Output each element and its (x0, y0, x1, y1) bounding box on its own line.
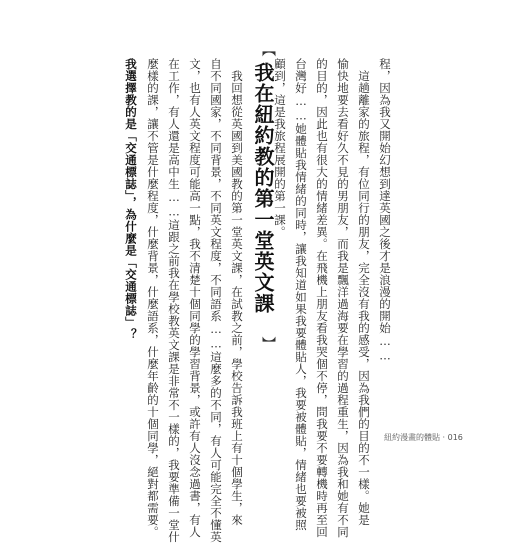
text-column-7: 我回想從英國到美國教的第一堂英文課，在試教之前，學校告訴我班上有十個學生，來 (230, 58, 244, 526)
text-column-1: 程，因為我又開始幻想到達英國之後才是浪漫的開始…… (378, 58, 392, 363)
text-column-2: 這趟離家的旅程，有位同行的朋友，完全沒有我的感受，因為我們的目的不一樣。她是 (357, 58, 371, 526)
text-column-6: 顧到，這是我旅程展開的第一課。 (273, 58, 287, 238)
text-column-10: 在工作，有人還是高中生……這跟之前我在學校教英文課是非常不一樣的，我要準備一堂什 (167, 58, 181, 543)
text-column-9: 文，也有人英文程度可能高一點，我不清楚十個同學的學習背景，或許有人沒念過書，有人 (188, 58, 202, 538)
text-column-4: 的目的，因此也有很大的情緒差異。在飛機上朋友看我哭個不停，問我要不要轉機時再至回 (315, 58, 329, 538)
text-column-12: 我選擇教的是「交通標誌」，為什麼是「交通標誌」？ (124, 58, 138, 341)
section-heading: 我在紐約教的第一堂英文課 (251, 62, 275, 314)
heading-bracket-bottom: ︼ (262, 337, 276, 353)
text-column-5: 台灣好……她體貼我情緒的同時，讓我知道如果我要體貼人，我要被體貼，情緒也要被照 (294, 58, 308, 531)
text-column-3: 愉快地要去看好久不見的男朋友，而我是飄洋過海要在學習的過程重生，因為我和她有不同 (336, 58, 350, 538)
text-column-8: 自不同國家，不同背景，不同英文程度，不同語系……這麼多的不同，有人可能完全不懂英 (209, 58, 223, 543)
heading-bracket-top: ︻ (262, 43, 276, 59)
text-column-11: 麼樣的課，讓不管是什麼程度，什麼背景，什麼語系，什麼年齡的十個同學，絕對都需要。 (146, 58, 160, 538)
page-footer: 紐約漫畫的體貼 · 016 (384, 433, 463, 442)
